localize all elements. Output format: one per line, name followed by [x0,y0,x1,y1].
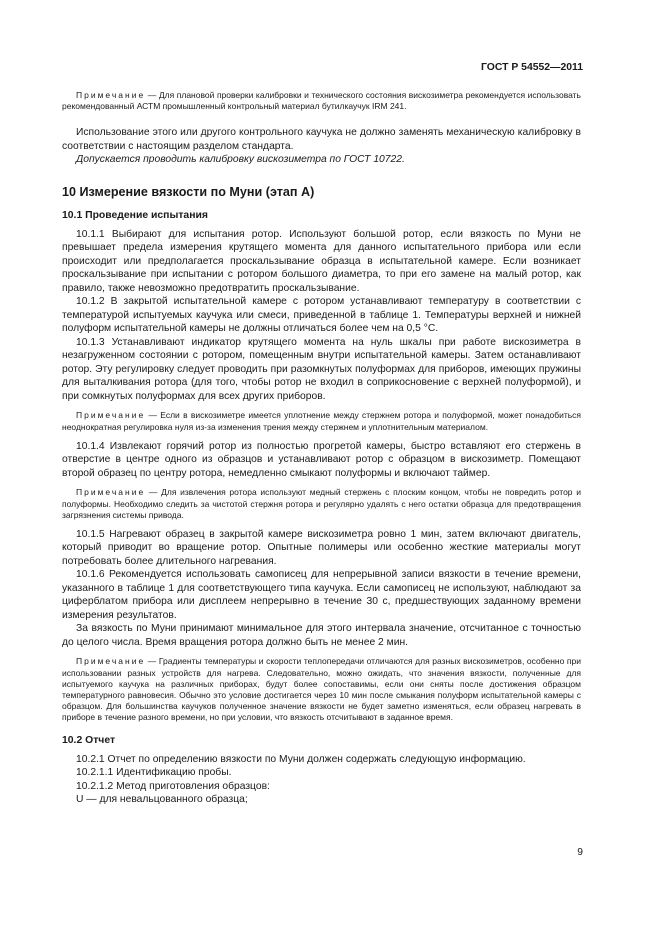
note-label: Примечание [76,656,146,667]
subsection-10-1-title: 10.1 Проведение испытания [62,209,208,221]
paragraph-u-unmilled: U — для невальцованного образца; [76,794,248,806]
note-rotor-extraction [62,487,581,521]
note-temperature-gradients [62,656,581,723]
note-text: — Градиенты температуры и скорости теплопередачи отличаются для разных вискозиметров, особенно при использовании разных устройств для нагрева. Следовательно, можно ожидать, что значения вязкости, полученные для испытуемого каучука на различных приборах, будут более сопоставимы, если они сняты после достижения образцом температурного равновесия. Обычно это условие достигается через 10 мин после смыкания полуформ испытательной камеры с образцом. Для большинства каучуков полученное значение вязкости не будет заметно изменяться, если образец нагревать в приборе в течение разного времени, но при условии, что вязкость отсчитывают в заданное время. [62,656,581,723]
paragraph-10-1-6: 10.1.6 Рекомендуется использовать самописец для непрерывной записи вязкости в течение времени, указанного в таблице 1 для соответствующего типа каучука. Если самописец не используют, наблюдают за циферблатом прибора или дисплеем непрерывно в течение 30 с, предшествующих заданному времени измерения результатов. [62,569,581,621]
note-text: — Для извлечения ротора используют медный стержень с плоским концом, чтобы не повредить ротор и полуформы. Необходимо следить за чистотой стержня ротора и регулярно удалять с него остатки образца для предотвращения загрязнения системы привода. [62,487,581,520]
paragraph-10-1-2: 10.1.2 В закрытой испытательной камере с ротором устанавливают температуру в соответствии с температурой испытуемых каучука или смеси, приведенной в таблице 1. Температуры верхней и нижней полуформ испытательной камеры не должны отличаться более чем на 0,5 °С. [62,296,581,335]
paragraph-10-1-3: 10.1.3 Устанавливают индикатор крутящего момента на нуль шкалы при работе вискозиметра в незагруженном состоянии с ротором, помещенным внутри испытательной камеры. Затем останавливают ротор. Эту регулировку следует проводить при разомкнутых полуформах для приборов, имеющих пружины для выталкивания ротора (для того, чтобы ротор не входил в соприкосновение с верхней полуформой), и при сомкнутых полуформах для всех других приборов. [62,336,581,402]
paragraph-mooney-value: За вязкость по Муни принимают минимальное для этого интервала значение, отсчитанное с точностью до целого числа. Время вращения ротора должно быть не менее 2 мин. [62,623,581,648]
note-label: Примечание [76,410,146,421]
paragraph-control-rubber: Использование этого или другого контрольного каучука не должно заменять механическую калибровку в соответствии с настоящим разделом стандарта. [62,127,581,152]
subsection-10-2-title: 10.2 Отчет [62,734,116,746]
note-label: Примечание [76,487,146,498]
note-text: — Для плановой проверки калибровки и технического состояния вискозиметра рекомендуется использовать рекомендованный АСТМ промышленный контрольный материал бутилкаучук IRM 241. [62,90,581,112]
paragraph-10-2-1-2: 10.2.1.2 Метод приготовления образцов: [76,780,270,792]
section-10-title: 10 Измерение вязкости по Муни (этап А) [62,184,315,199]
note-calibration-material [62,90,581,112]
page-number: 9 [577,847,583,858]
note-zero-adjustment [62,410,581,432]
paragraph-10-1-1: 10.1.1 Выбирают для испытания ротор. Используют большой ротор, если вязкость по Муни не превышает предела измерения крутящего момента для данного испытательного прибора или если происходит или предполагается проскальзывание образца в испытательной камере. Если возникает проскальзывание при испытании с ротором большого диаметра, то при его замене на малый ротор, как правило, также невозможно предотвратить проскальзывание. [62,228,581,294]
page-content [62,90,581,807]
document-id-header: ГОСТ Р 54552—2011 [481,62,583,73]
paragraph-10-1-5: 10.1.5 Нагревают образец в закрытой камере вискозиметра ровно 1 мин, затем включают двигатель, который приводит во вращение ротор. Опытные полимеры или особенно жесткие материалы могут потребовать более длительного нагревания. [62,528,581,567]
paragraph-10-2-1: 10.2.1 Отчет по определению вязкости по Муни должен содержать следующую информацию. [76,753,526,765]
note-label: Примечание [76,90,146,100]
paragraph-gost-reference: Допускается проводить калибровку вискозиметра по ГОСТ 10722. [76,154,405,166]
paragraph-10-1-4: 10.1.4 Извлекают горячий ротор из полностью прогретой камеры, быстро вставляют его стержень в отверстие в центре одного из образцов и устанавливают ротор с образцом в вискозиметр. Помещают второй образец по центру ротора, немедленно смыкают полуформы и включают таймер. [62,440,581,479]
note-text: — Если в вискозиметре имеется уплотнение между стержнем ротора и полуформой, может понадобиться неоднократная регулировка нуля из-за изменения трения между стержнем и уплотнительным материалом. [62,410,581,432]
paragraph-10-2-1-1: 10.2.1.1 Идентификацию пробы. [76,767,232,779]
